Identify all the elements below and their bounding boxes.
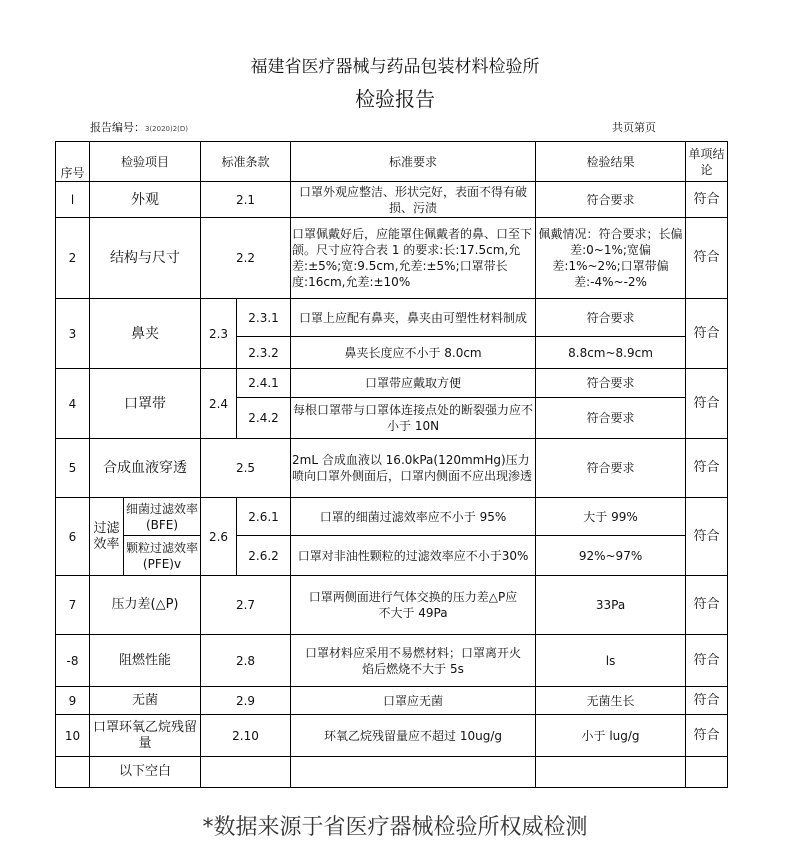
cell-result: 符合要求	[536, 398, 686, 439]
cell-verdict: 符合	[686, 498, 728, 576]
cell-clause	[201, 757, 291, 788]
table-row	[56, 757, 728, 788]
req-line: 不大于 49Pa	[378, 606, 448, 620]
cell-subclause: 2.6.2	[237, 536, 291, 576]
col-header: 检验项目	[90, 142, 201, 182]
cell-verdict: 符合	[686, 369, 728, 439]
req-line: 口罩两侧面进行气体交换的压力差△P应	[308, 590, 518, 604]
cell-result: 符合要求	[536, 439, 686, 498]
cell-verdict: 符合	[686, 687, 728, 715]
cell-req: 2mL 合成血液以 16.0kPa(120mmHg)压力喷向口罩外侧面后，口罩内侧面不应出现渗透	[291, 439, 536, 498]
cell-result: 8.8cm~8.9cm	[536, 337, 686, 369]
table-row	[56, 576, 728, 635]
report-table	[55, 141, 728, 788]
cell-result: 无菌生长	[536, 687, 686, 715]
cell-item: 无菌	[90, 687, 201, 715]
cell-subclause: 2.3.2	[237, 337, 291, 369]
cell-req: 口罩外观应整洁、形状完好，表面不得有破损、污渍	[291, 182, 536, 218]
cell-req	[291, 757, 536, 788]
cell-req: 口罩佩戴好后，应能罩住佩戴者的鼻、口至下颌。尺寸应符合表 1 的要求:长:17.5cm,允差:±5%;宽:9.5cm,允差:±5%;口罩带长度:16cm,允差:±10%	[291, 218, 536, 299]
table-row	[56, 687, 728, 715]
cell-verdict	[686, 757, 728, 788]
table-row	[56, 498, 728, 536]
cell-result: 佩戴情况：符合要求；长偏差:0~1%;宽偏差:1%~2%;口罩带偏差:-4%~-2%	[536, 218, 686, 299]
cell-verdict: 符合	[686, 715, 728, 757]
req-line: 焰后燃烧不大于 5s	[362, 661, 464, 676]
cell-verdict: 符合	[686, 218, 728, 299]
cell-verdict: 符合	[686, 439, 728, 498]
cell-item: 口罩环氧乙烷残留量	[90, 715, 201, 757]
cell-item: 口罩带	[90, 369, 201, 439]
cell-no: 2	[56, 218, 90, 299]
cell-item: 鼻夹	[90, 299, 201, 369]
cell-clause: 2.8	[201, 635, 291, 687]
cell-req: 口罩的细菌过滤效率应不小于 95%	[291, 498, 536, 536]
cell-result: ls	[536, 635, 686, 687]
cell-result	[536, 757, 686, 788]
table-row	[56, 439, 728, 498]
cell-result: 92%~97%	[536, 536, 686, 576]
cell-no: 5	[56, 439, 90, 498]
table-row	[56, 218, 728, 299]
table-row	[56, 369, 728, 398]
cell-no: 4	[56, 369, 90, 439]
cell-clause: 2.4	[201, 369, 237, 439]
cell-clause: 2.9	[201, 687, 291, 715]
cell-no: 10	[56, 715, 90, 757]
cell-result: 符合要求	[536, 299, 686, 337]
req-line: 口罩材料应采用不易燃材料；口罩离开火	[305, 645, 522, 660]
cell-req: 口罩应无菌	[291, 687, 536, 715]
cell-subclause: 2.4.1	[237, 369, 291, 398]
org-name: 福建省医疗器械与药品包装材料检验所	[250, 57, 540, 77]
cell-item: 颗粒过滤效率(PFE)v	[124, 536, 201, 576]
cell-clause: 2.1	[201, 182, 291, 218]
cell-item: 阻燃性能	[90, 635, 201, 687]
cell-result: 小于 lug/g	[536, 715, 686, 757]
report-number-value: 3(2020)2(D)	[145, 125, 189, 133]
col-header: 标准要求	[291, 142, 536, 182]
cell-no: 9	[56, 687, 90, 715]
cell-clause: 2.10	[201, 715, 291, 757]
cell-subclause: 2.4.2	[237, 398, 291, 439]
cell-group: 过滤效率	[90, 498, 124, 576]
cell-req	[291, 635, 536, 687]
cell-req: 每根口罩带与口罩体连接点处的断裂强力应不小于 10N	[291, 398, 536, 439]
col-header: 序号	[56, 142, 90, 182]
report-number-label: 报告编号：	[90, 121, 145, 134]
table-row	[56, 299, 728, 337]
table-row	[56, 536, 728, 576]
table-header	[56, 142, 728, 182]
cell-no: 6	[56, 498, 90, 576]
cell-no: 3	[56, 299, 90, 369]
cell-req	[291, 576, 536, 635]
cell-item: 合成血液穿透	[90, 439, 201, 498]
cell-no: -8	[56, 635, 90, 687]
cell-req: 环氧乙烷残留量应不超过 10ug/g	[291, 715, 536, 757]
cell-verdict: 符合	[686, 635, 728, 687]
cell-subclause: 2.6.1	[237, 498, 291, 536]
cell-result: 33Pa	[536, 576, 686, 635]
cell-item: 压力差(△P)	[90, 576, 201, 635]
cell-result: 大于 99%	[536, 498, 686, 536]
col-header: 单项结论	[686, 142, 728, 182]
footer-note: *数据来源于省医疗器械检验所权威检测	[202, 815, 588, 840]
cell-req: 口罩对非油性颗粒的过滤效率应不小于30%	[291, 536, 536, 576]
cell-clause: 2.3	[201, 299, 237, 369]
page-indicator: 共页第页	[612, 121, 656, 134]
table-row	[56, 635, 728, 687]
cell-result: 符合要求	[536, 182, 686, 218]
cell-item: 外观	[90, 182, 201, 218]
cell-item: 以下空白	[90, 757, 201, 788]
cell-verdict: 符合	[686, 299, 728, 369]
cell-item: 细菌过滤效率(BFE)	[124, 498, 201, 536]
cell-clause: 2.7	[201, 576, 291, 635]
report-number	[90, 119, 188, 135]
cell-clause: 2.2	[201, 218, 291, 299]
col-header: 检验结果	[536, 142, 686, 182]
cell-no: l	[56, 182, 90, 218]
cell-verdict: 符合	[686, 576, 728, 635]
cell-subclause: 2.3.1	[237, 299, 291, 337]
cell-no: 7	[56, 576, 90, 635]
cell-req: 口罩带应戴取方便	[291, 369, 536, 398]
cell-no	[56, 757, 90, 788]
cell-result: 符合要求	[536, 369, 686, 398]
cell-clause: 2.5	[201, 439, 291, 498]
cell-req: 口罩上应配有鼻夹，鼻夹由可塑性材料制成	[291, 299, 536, 337]
col-header: 标准条款	[201, 142, 291, 182]
table-row	[56, 182, 728, 218]
cell-clause: 2.6	[201, 498, 237, 576]
table-row	[56, 715, 728, 757]
cell-verdict: 符合	[686, 182, 728, 218]
cell-item: 结构与尺寸	[90, 218, 201, 299]
report-title: 检验报告	[355, 87, 435, 111]
cell-req: 鼻夹长度应不小于 8.0cm	[291, 337, 536, 369]
